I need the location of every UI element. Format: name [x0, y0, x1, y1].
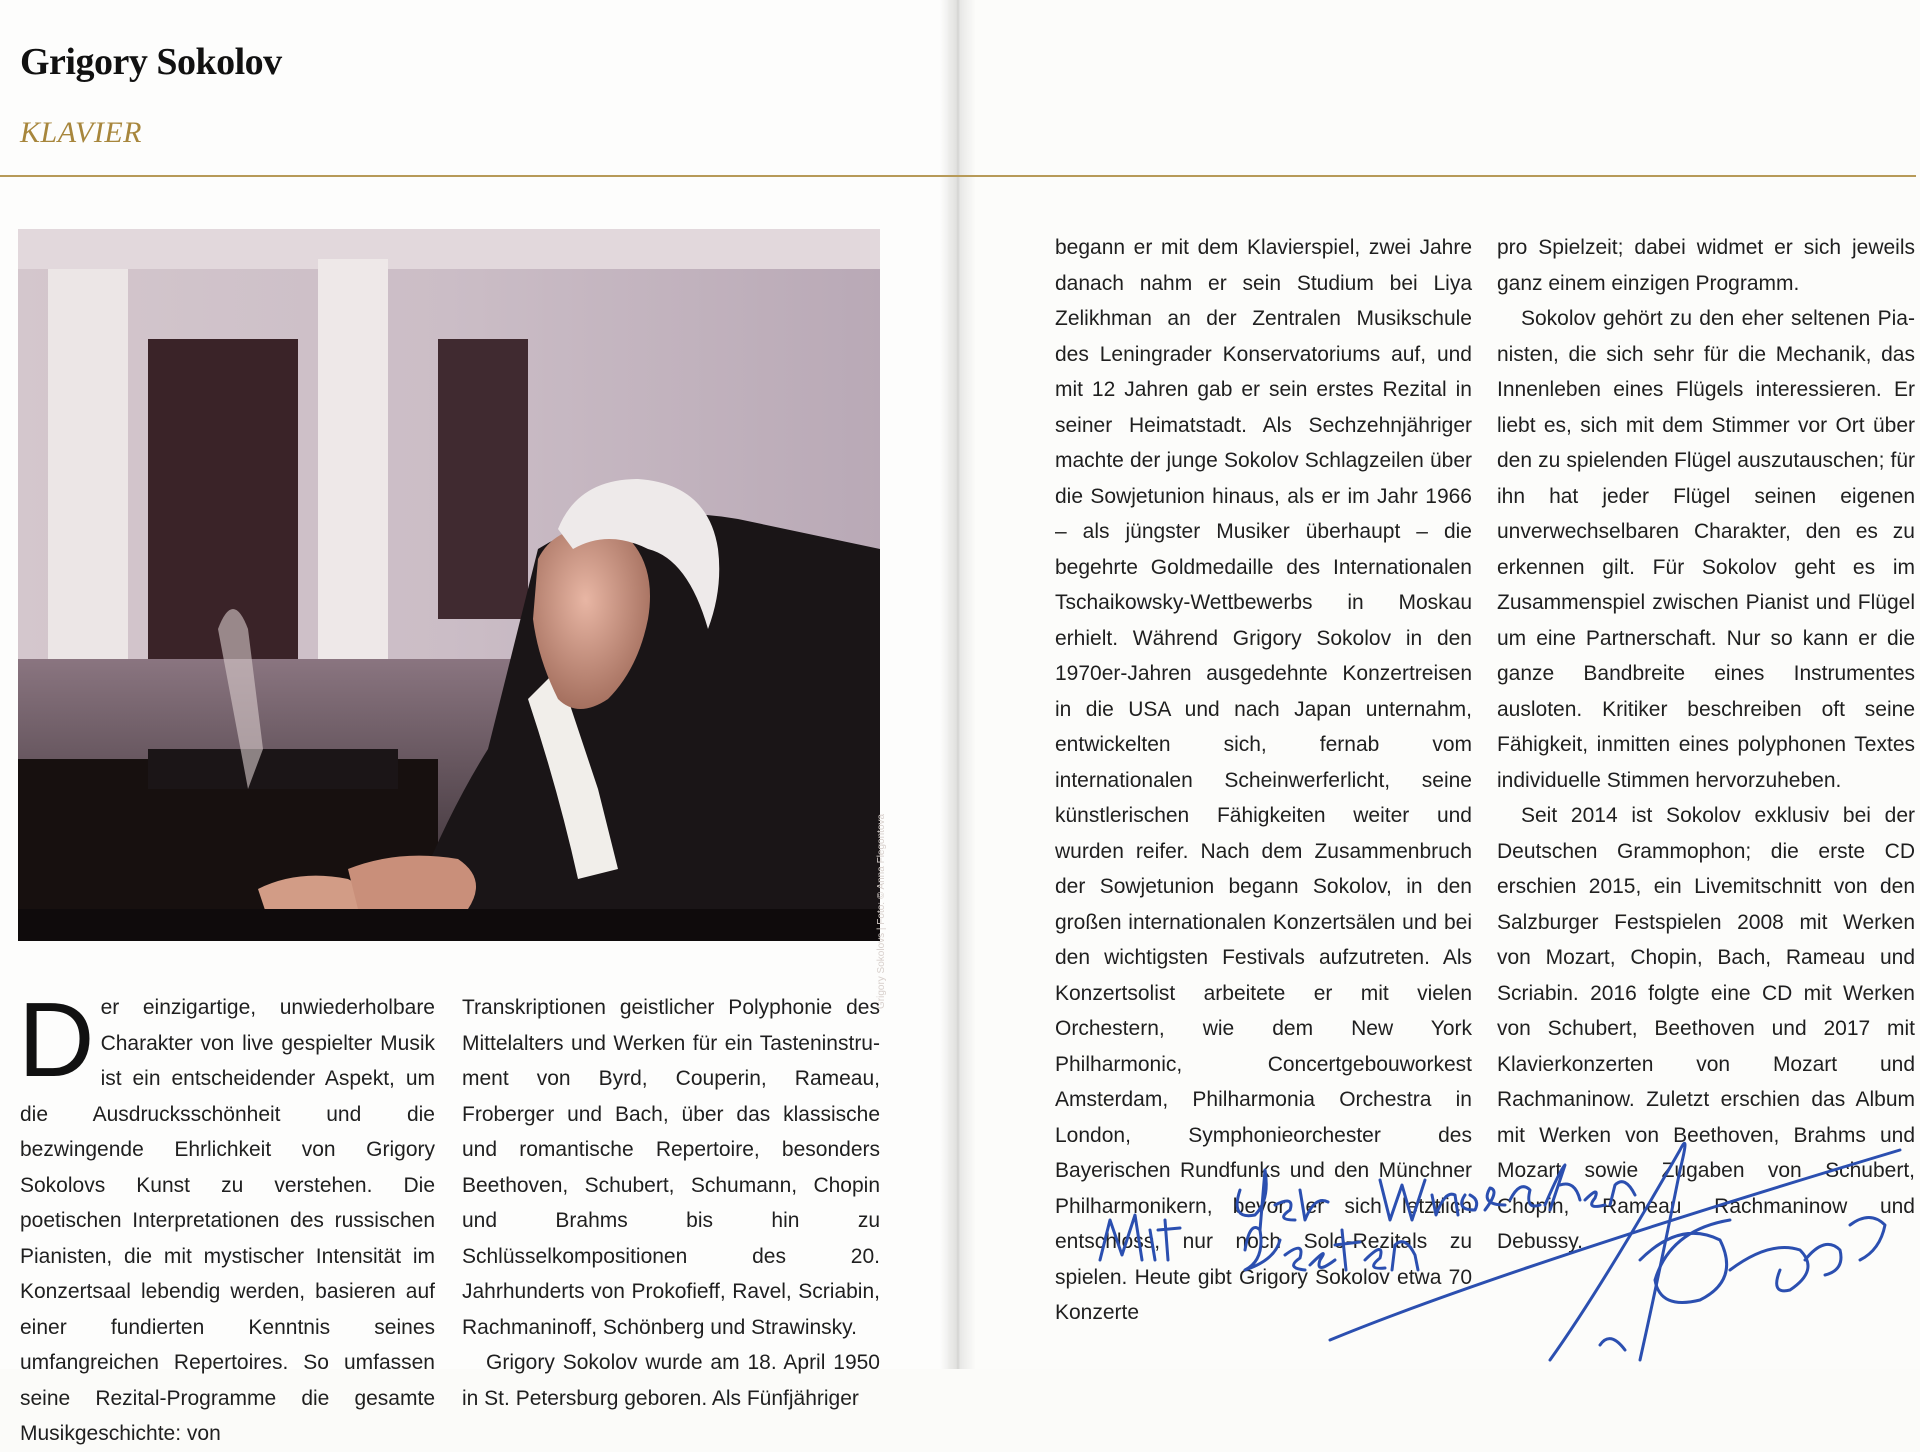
drop-cap: D [18, 981, 95, 1099]
article-paragraph: Seit 2014 ist Sokolov exklusiv bei der Deutschen Grammophon; die erste CD erschien 2015, ein Livemitschnitt von den Salzburger Festspielen 2008 mit Werken von Mozart, Chopin, Bach, Rameau und Scriabin. 2016 folgte eine CD mit Werken von Schubert, Beethoven und 2017 mit Klavierkonzerten von Mozart und Rachmaninow. Zuletzt erschien das Album mit Werken von Beethoven, Brahms und Mozart sowie Zugaben von Schubert, Chopin, Rameau Rachmaninow und Debussy. [1497, 804, 1915, 1253]
article-column-4 [1497, 230, 1915, 1260]
intro-text: er einzigartige, unwiederholbare Charakter von live gespielter Musik ist ein entscheidender Aspekt, um die Ausdrucksschönheit und die bezwingende Ehrlichkeit von Grigory Sokolovs Kunst zu verstehen. Die poetischen Interpretationen des russischen Pianisten, die mit mystischer Intensität im Konzertsaal lebendig werden, basieren auf einer fundierten Kenntnis seines umfangreichen Repertoires. So umfassen seine Rezital-Programme die gesamte Musikgeschichte: von [20, 996, 435, 1445]
article-paragraph [18, 981, 435, 1452]
article-paragraph: pro Spielzeit; dabei widmet er sich jeweils ganz einem einzigen Programm. [1497, 236, 1915, 295]
pianist-photo-illustration [18, 229, 880, 941]
article-paragraph: begann er mit dem Klavierspiel, zwei Jahre danach nahm er sein Studium bei Liya Zelikhman an der Zentralen Musikschule des Leningrader Konservatoriums auf, und mit 12 Jahren gab er sein erstes Rezital in seiner Heimatstadt. Als Sechzehnjähriger machte der junge Sokolov Schlagzeilen über die Sowjetunion hinaus, als er im Jahr 1966 – als jüngster Musiker überhaupt – die begehrte Goldmedaille des Internationalen Tschaikowsky-Wettbewerbs in Moskau erhielt. Während Grigory Sokolov in den 1970er-Jahren ausgedehnte Konzertreisen in die USA und nach Japan unternahm, entwickelten sich, fernab vom internationalen Scheinwerferlicht, seine künstlerischen Fähigkeiten weiter und wurden reifer. Nach dem Zusammenbruch der Sowjetunion begann Sokolov, in den großen internationalen Konzertsälen und bei den wichtigsten Festivals aufzutreten. Als Konzertsolist arbeitete er mit vielen Orchestern, wie dem New York Philharmonic, Concertgebouworkest Amsterdam, Philharmonia Orchestra in London, Symphonieorchester des Bayerischen Rundfunks und den Münchner Philharmonikern, bevor er sich letztlich entschloss, nur noch Solo-Rezitals zu spielen. Heute gibt Grigory Sokolov etwa 70 Konzerte [1055, 236, 1472, 1324]
page-gutter [940, 0, 976, 1369]
handwritten-signature [1080, 1110, 1920, 1369]
signature-drawing [1080, 1110, 1920, 1369]
page-title: Grigory Sokolov [20, 41, 282, 83]
article-paragraph: Transkriptionen geistlicher Polyphonie des Mittelalters und Werken für ein Tasteninstrument von Byrd, Couperin, Rameau, Froberger und Bach, über das klassische und romantische Repertoire, besonders Beethoven, Schubert, Schumann, Chopin und Brahms bis hin zu Schlüsselkompositionen des 20. Jahrhunderts von Prokofieff, Ravel, Scriabin, Rachmaninoff, Schönberg und Strawinsky. [462, 996, 880, 1339]
photo-credit: Grigory Sokolovs | Foto: © Anna Flegontova [876, 813, 887, 1009]
article-paragraph: Sokolov gehört zu den eher seltenen Pianisten, die sich sehr für die Mechanik, das Innenleben eines Flügels interessieren. Er liebt es, sich mit dem Stimmer vor Ort über den zu spielenden Flügel auszutauschen; für ihn hat jeder Flügel seinen eigenen unverwechselbaren Charakter, den es zu erkennen gilt. Für Sokolov geht es im Zusammenspiel zwischen Pianist und Flügel um eine Partnerschaft. Nur so kann er die ganze Bandbreite eines Instrumentes ausloten. Kritiker beschreiben oft seine Fähigkeit, inmitten eines polyphonen Textes individuelle Stimmen hervorzuheben. [1497, 307, 1915, 792]
article-paragraph: Grigory Sokolov wurde am 18. April 1950 in St. Petersburg geboren. Als Fünfjähriger [462, 1351, 880, 1410]
article-column-1 [18, 981, 435, 1452]
article-column-2 [462, 990, 880, 1416]
pianist-photo [18, 229, 887, 1009]
header-rule [0, 175, 1916, 177]
page-subtitle: KLAVIER [20, 116, 142, 149]
